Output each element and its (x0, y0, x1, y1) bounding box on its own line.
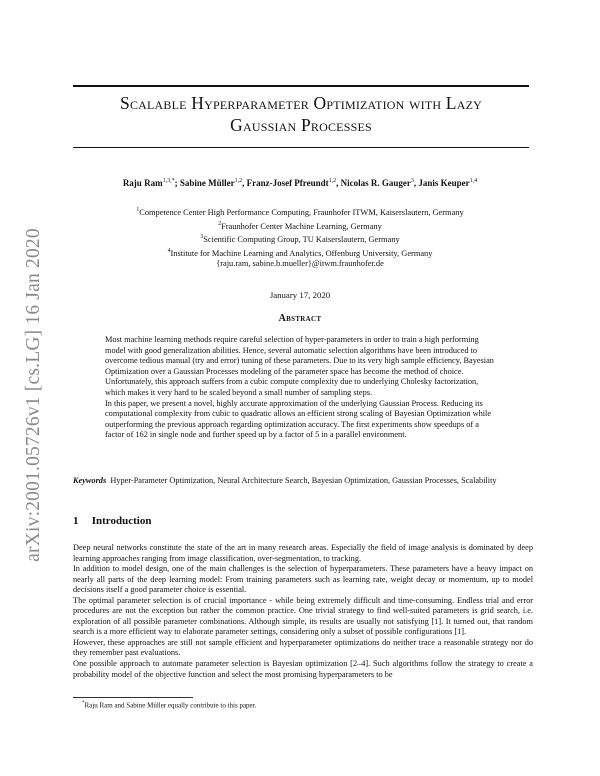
abstract-paragraph: Most machine learning methods require careful selection of hyper-parameters in order to train a high performing model with good generalization abilities. Hence, several automatic selection algorithms have been introduced to overcome tedious manual (try and error) tuning of these parameters. Due to its very high sample efficiency, Bayesian Optimization over a Gaussian Processes modeling of the parameter space has become the method of choice. Unfortunately, this approach suffers from a cubic compute complexity due to underlying Cholesky factorization, which makes it very hard to be scaled beyond a small number of sampling steps. (105, 335, 494, 397)
paper-title (73, 92, 529, 136)
author-list: Raju Ram$^{1,3,*}$; Sabine Müller$^{1,2}$, Franz-Josef Pfreundt$^{1,2}$, Nicolas R. Gauger$^3$, Janis Keuper$^{1,4}$ (122, 178, 478, 188)
body-paragraph: One possible approach to automate parameter selection is Bayesian optimization [2–4]. Such algorithms follow the strategy to create a probability model of the objective function and select the most promising hyperparameters to be (73, 659, 533, 679)
abstract-heading: Abstract (278, 313, 322, 324)
arxiv-stamp (14, 228, 54, 562)
body-paragraph: However, these approaches are still not sample efficient and hyperparameter optimizations do neither trace a reasonable strategy nor do they remember past evaluations. (73, 637, 533, 658)
arxiv-identifier: arXiv:2001.05726v1 [cs.LG] 16 Jan 2020 (23, 228, 44, 562)
section-number: 1 (73, 515, 79, 527)
affiliation: $^4$Institute for Machine Learning and Analytics, Offenburg University, Germany (167, 247, 433, 258)
footnote-rule (73, 697, 193, 698)
footnote-mark: * (82, 701, 85, 706)
affiliation: $^1$Competence Center High Performance Computing, Fraunhofer ITWM, Kaiserslautern, Germany (136, 207, 464, 217)
body-paragraph: Deep neural networks constitute the state of the art in many research areas. Especially the field of image analysis is dominated by deep learning approaches ranging from image classification, over-segmentation, to tracking. (73, 543, 533, 563)
title-line-1: Scalable Hyperparameter Optimization with Lazy (120, 93, 482, 113)
abstract-body (105, 335, 500, 441)
author: Nicolas R. Gauger$^3$ (340, 178, 414, 188)
section-heading-introduction (73, 515, 151, 527)
author: Raju Ram$^{1,3,*}$ (122, 178, 175, 188)
footnote-text: Raju Ram and Sabine Müller equally contribute to this paper. (84, 701, 257, 710)
section-title: Introduction (91, 515, 152, 527)
footnote (82, 701, 256, 709)
introduction-body (73, 543, 533, 680)
abstract-paragraph: In this paper, we present a novel, highly accurate approximation of the underlying Gaussian Process. Reducing its computational complexity from cubic to quadratic allows an efficient strong scaling of Bayesian Optimization while outperforming the previous approach regarding optimization accuracy. The first experiments show speedups of a factor of 162 in single node and further speed up by a factor of 5 in a parallel environment. (105, 398, 492, 440)
body-paragraph: In addition to model design, one of the main challenges is the selection of hyperparameters. These parameters have a heavy impact on nearly all parts of the deep learning model: From training parameters such as learning rate, weight decay or momentum, up to model decisions itself a good parameter choice is essential. (73, 564, 533, 595)
author: Sabine Müller$^{1,2}$ (179, 178, 243, 188)
affiliations (60, 205, 540, 270)
author-email[interactable]: {raju.ram, sabine.b.mueller}@itwm.fraunhofer.de (216, 259, 384, 268)
affiliation: $^3$Scientific Computing Group, TU Kaiserslautern, Germany (200, 234, 400, 244)
title-top-rule (73, 85, 529, 87)
keywords-label: Keywords (73, 476, 107, 485)
title-bottom-rule (73, 147, 529, 148)
body-paragraph: The optimal parameter selection is of crucial importance - while being extremely difficult and time-consuming. Endless trial and error procedures are not the exception but rather the common practice. One trivial strategy to find well-suited parameters is grid search, i.e. exploration of all possible parameter combinations. Although simple, its results are usually not satisfying [1]. It turned out, that random search is a more efficient way to elaborate parameter settings, considering only a subset of possible configurations [1]. (73, 595, 533, 637)
keywords-text: Hyper-Parameter Optimization, Neural Architecture Search, Bayesian Optimization, Gaussian Processes, Scalability (110, 476, 497, 485)
author: Franz-Josef Pfreundt$^{1,2}$ (246, 178, 337, 188)
keywords (73, 476, 533, 487)
affiliation: $^2$Fraunhofer Center Machine Learning, Germany (218, 220, 382, 231)
title-line-2: Gaussian Processes (230, 115, 372, 135)
paper-date: January 17, 2020 (269, 290, 331, 300)
author: Janis Keuper$^{1,4}$ (418, 178, 478, 188)
